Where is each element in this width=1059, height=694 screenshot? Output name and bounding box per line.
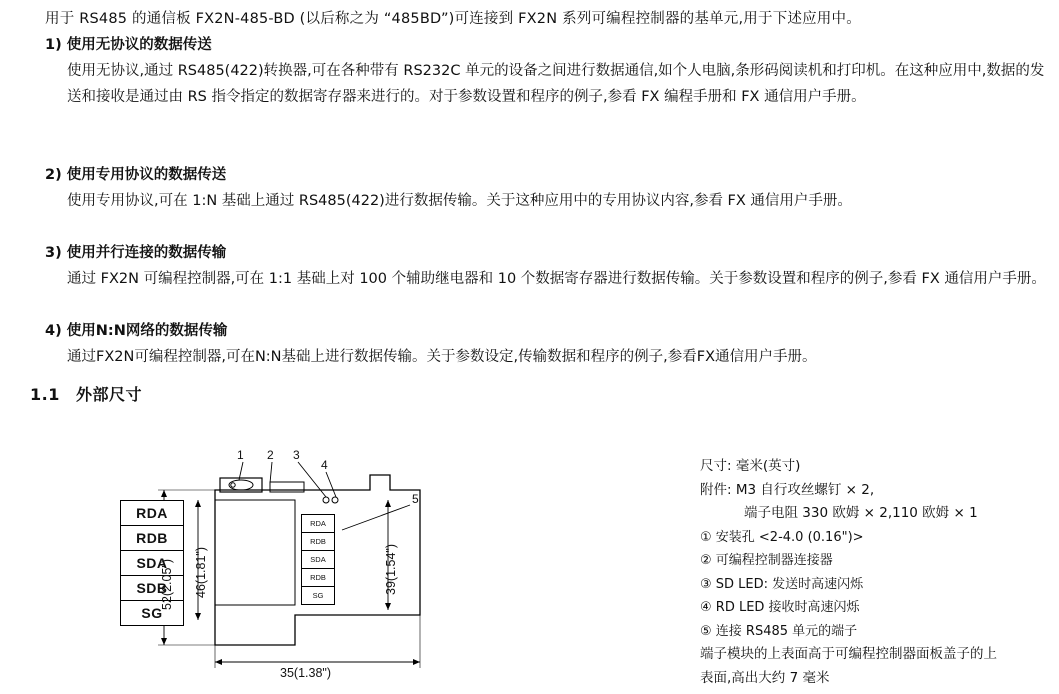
list-item-title: 1) 使用无协议的数据传送 xyxy=(45,37,212,53)
dimension-drawing xyxy=(120,430,680,680)
list-item xyxy=(45,318,1050,370)
list-item-title: 4) 使用N:N网络的数据传输 xyxy=(45,323,228,339)
terminal-label: SG xyxy=(121,601,183,626)
dimension-height-right: 39(1.54") xyxy=(384,544,398,595)
figure-notes xyxy=(700,455,1050,690)
dimension-height-outer: 52(2.05") xyxy=(160,559,174,610)
terminal-label: RDA xyxy=(121,501,183,526)
section-number: 1.1 xyxy=(30,385,60,404)
dimension-width-bottom: 35(1.38") xyxy=(280,666,331,680)
note-line: 表面,高出大约 7 毫米 xyxy=(700,669,830,686)
callout-1: 1 xyxy=(237,448,244,462)
list-item-title: 3) 使用并行连接的数据传输 xyxy=(45,245,227,261)
note-line: ③ SD LED: 发送时高速闪烁 xyxy=(700,576,864,592)
board-terminal-label: SG xyxy=(301,586,335,605)
dimension-height-inner: 46(1.81") xyxy=(194,547,208,598)
list-item-title: 2) 使用专用协议的数据传送 xyxy=(45,167,227,183)
callout-3: 3 xyxy=(293,448,300,462)
callout-5: 5 xyxy=(412,492,419,506)
terminal-label-table xyxy=(120,500,184,626)
board-terminal-label: RDA xyxy=(301,514,335,532)
board-terminal-label: RDB xyxy=(301,532,335,550)
section-heading xyxy=(30,382,142,405)
list-item-body: 使用无协议,通过 RS485(422)转换器,可在各种带有 RS232C 单元的设备之间进行数据通信,如个人电脑,条形码阅读机和打印机。在这种应用中,数据的发送和接收是通过由 RS 指令指定的数据寄存器来进行的。对于参数设置和程序的例子,参看 FX 编程手册和 FX 通信用户手册。 xyxy=(67,63,1045,105)
list-item-body: 通过 FX2N 可编程控制器,可在 1:1 基础上对 100 个辅助继电器和 10 个数据寄存器进行数据传输。关于参数设置和程序的例子,参看 FX 通信用户手册。 xyxy=(67,271,1046,287)
board-terminal-block xyxy=(301,514,335,605)
terminal-label: SDB xyxy=(121,576,183,601)
note-line: 附件: M3 自行攻丝螺钉 × 2, xyxy=(700,481,875,498)
callout-2: 2 xyxy=(267,448,274,462)
list-item-body: 使用专用协议,可在 1:N 基础上通过 RS485(422)进行数据传输。关于这种应用中的专用协议内容,参看 FX 通信用户手册。 xyxy=(67,193,852,209)
board-terminal-label: RDB xyxy=(301,568,335,586)
intro-paragraph: 用于 RS485 的通信板 FX2N-485-BD (以后称之为 “485BD”)可连接到 FX2N 系列可编程控制器的基单元,用于下述应用中。 xyxy=(45,11,861,27)
note-line: 端子电阻 330 欧姆 × 2,110 欧姆 × 1 xyxy=(744,505,978,521)
note-line: 尺寸: 毫米(英寸) xyxy=(700,458,801,474)
list-item xyxy=(45,32,1050,110)
terminal-label: SDA xyxy=(121,551,183,576)
note-line: ⑤ 连接 RS485 单元的端子 xyxy=(700,623,858,639)
note-line: 端子模块的上表面高于可编程控制器面板盖子的上 xyxy=(700,646,997,662)
note-line: ① 安装孔 <2-4.0 (0.16")> xyxy=(700,529,864,545)
section-title: 外部尺寸 xyxy=(76,385,143,404)
list-item xyxy=(45,162,1050,214)
note-line: ④ RD LED 接收时高速闪烁 xyxy=(700,600,860,615)
list-item-body: 通过FX2N可编程控制器,可在N:N基础上进行数据传输。关于参数设定,传输数据和程序的例子,参看FX通信用户手册。 xyxy=(67,349,817,365)
board-terminal-label: SDA xyxy=(301,550,335,568)
callout-4: 4 xyxy=(321,458,328,472)
list-item xyxy=(45,240,1050,292)
note-line: ② 可编程控制器连接器 xyxy=(700,553,833,568)
terminal-label: RDB xyxy=(121,526,183,551)
